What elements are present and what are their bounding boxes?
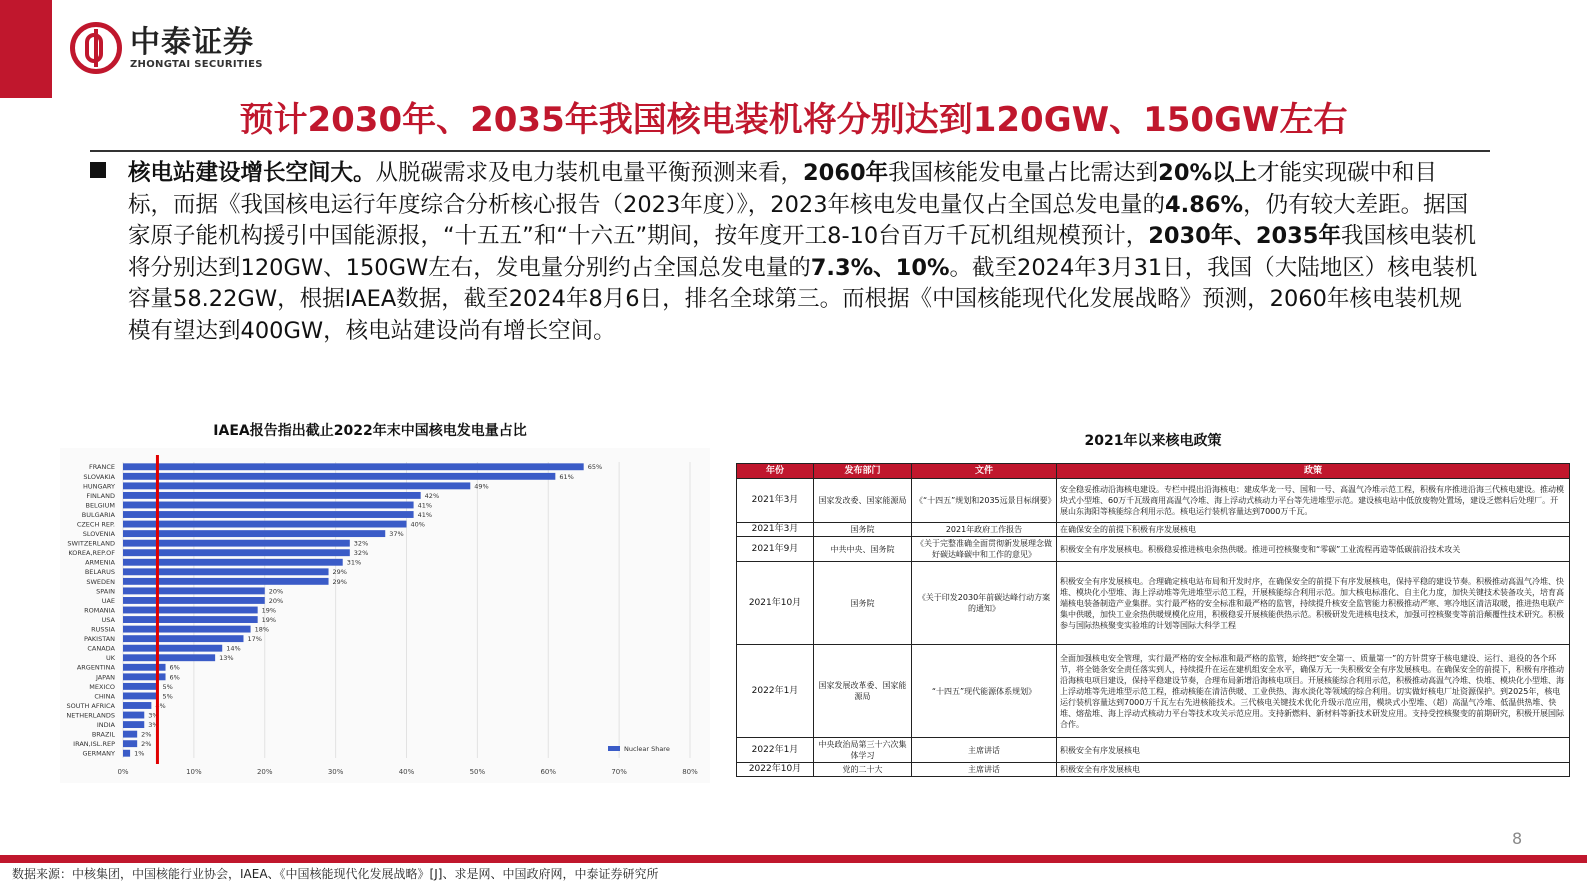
category-label: ROMANIA bbox=[84, 606, 115, 615]
bar bbox=[123, 731, 137, 738]
cell-policy: 积极安全有序发展核电 bbox=[1057, 763, 1570, 777]
category-label: NETHERLANDS bbox=[66, 711, 115, 720]
value-label: 32% bbox=[353, 549, 369, 558]
body-text-run: 我国核电装机将分别达到120GW、150GW左右，发电量分别约占全国总发电量的 bbox=[128, 223, 1476, 281]
category-label: BULGARIA bbox=[81, 510, 115, 519]
legend-swatch bbox=[608, 746, 620, 751]
value-label: 2% bbox=[141, 730, 152, 739]
x-tick-label: 0% bbox=[117, 768, 129, 776]
body-emphasis: 2030年、2035年 bbox=[1148, 223, 1341, 249]
category-label: CANADA bbox=[87, 644, 115, 653]
value-label: 3% bbox=[148, 721, 159, 730]
value-label: 41% bbox=[417, 501, 433, 510]
category-label: FRANCE bbox=[89, 463, 115, 472]
value-label: 40% bbox=[410, 520, 425, 529]
x-tick-label: 80% bbox=[682, 768, 698, 776]
bar bbox=[123, 673, 166, 680]
cell-policy: 在确保安全的前提下积极有序发展核电 bbox=[1057, 523, 1570, 537]
category-label: BELGIUM bbox=[85, 501, 115, 510]
category-label: SOUTH AFRICA bbox=[66, 701, 115, 710]
value-label: 29% bbox=[332, 577, 347, 586]
header-accent-bar bbox=[0, 0, 52, 98]
logo-english-name: ZHONGTAI SECURITIES bbox=[130, 58, 263, 70]
category-label: SWEDEN bbox=[86, 577, 115, 586]
bar bbox=[123, 587, 265, 594]
cell-policy: 安全稳妥推动沿海核电建设。专栏中提出沿海核电：建成华龙一号、国和一号、高温气冷堆示范工程，积极有序推进沿海三代核电建设。推动模块式小型堆、60万千瓦级商用高温气冷堆、海上浮动式核动力平台等先进堆型示范。建设核电站中低放废物处置场，建设乏燃料后处理厂。开展山东海阳等核能综合利用示范。核电运行装机容量达到7000万千瓦。 bbox=[1057, 479, 1570, 523]
category-label: UK bbox=[105, 654, 115, 663]
cell-dept: 中央政治局第三十六次集体学习 bbox=[814, 738, 912, 763]
table-row bbox=[737, 523, 1570, 537]
policy-table bbox=[736, 463, 1570, 777]
category-label: FINLAND bbox=[86, 491, 115, 500]
category-label: BRAZIL bbox=[91, 730, 115, 739]
bar bbox=[123, 521, 407, 528]
x-tick-label: 10% bbox=[186, 768, 202, 776]
bar bbox=[123, 750, 130, 757]
cell-policy: 积极安全有序发展核电。合理确定核电站布局和开发时序，在确保安全的前提下有序发展核电，保持平稳的建设节奏。积极推动高温气冷堆、快堆、模块化小型堆、海上浮动堆等先进堆型示范工程，开展核能综合利用示范。加大核电标准化、自主化力度，加快关键技术装备攻关，培育高端核电装备制造产业集群。实行最严格的安全标准和最严格的监管，持续提升核安全监管能力积极推动严寒、寒冷地区清洁取暖，推进热电联产集中供暖，加快工业余热供暖规模化应用，积极稳妥开展核能供热示范。积极研发先进核电技术，加强可控核聚变等前沿颠覆性技术研究。积极参与国际热核聚变实验堆的计划等国际大科学工程 bbox=[1057, 562, 1570, 645]
cell-year: 2021年3月 bbox=[737, 479, 814, 523]
cell-policy: 全面加强核电安全管理，实行最严格的安全标准和最严格的监管，始终把“安全第一、质量第一”的方针贯穿于核电建设、运行、退役的各个环节，将全链条安全责任落实到人，持续提升在运在建机组安全水平，确保万无一失积极安全有序发展核电。在确保安全的前提下，积极有序推动沿海核电项目建设，保持平稳建设节奏，合理布局新增沿海核电项目。开展核能综合利用示范，积极推动高温气冷堆、快堆、模块化小型堆、海上浮动堆等先进堆型示范工程，推动核能在清洁供暖、工业供热、海水淡化等领域的综合利用。切实做好核电厂址资源保护。到2025年，核电运行装机容量达到7000万千瓦左右先进核能技术。三代核电关键技术优化升级示范应用，模块式小型堆、（超）高温气冷堆、低温供热堆、快堆、熔盐堆、海上浮动式核动力平台等技术攻关示范应用。支持新燃料、新材料等新技术研发应用。支持受控核聚变的前期研究，积极开展国际合作。 bbox=[1057, 645, 1570, 738]
legend-label: Nuclear Share bbox=[624, 745, 670, 753]
footer-bar bbox=[0, 855, 1587, 863]
cell-year: 2021年3月 bbox=[737, 523, 814, 537]
body-text-run: 才能实现碳中和目标，而据《我国核电运行年度综合分析核心报告（2023年度）》，2023年核电发电量仅占全国总发电量的 bbox=[128, 160, 1438, 218]
cell-dept: 国务院 bbox=[814, 523, 912, 537]
bar bbox=[123, 654, 215, 661]
cell-dept: 中共中央、国务院 bbox=[814, 537, 912, 562]
cell-doc: 主席讲话 bbox=[912, 738, 1057, 763]
value-label: 17% bbox=[247, 635, 262, 644]
header-dept: 发布部门 bbox=[814, 464, 912, 479]
bar bbox=[123, 712, 144, 719]
table-row bbox=[737, 763, 1570, 777]
value-label: 19% bbox=[261, 606, 277, 615]
cell-year: 2021年9月 bbox=[737, 537, 814, 562]
bar bbox=[123, 740, 137, 747]
category-label: IRAN,ISL.REP bbox=[73, 740, 115, 749]
bar bbox=[123, 578, 329, 585]
bar bbox=[123, 511, 414, 518]
cell-doc: 主席讲话 bbox=[912, 763, 1057, 777]
nuclear-share-bar-chart bbox=[60, 448, 710, 783]
value-label: 41% bbox=[417, 510, 433, 519]
category-label: JAPAN bbox=[95, 673, 115, 682]
cell-year: 2021年10月 bbox=[737, 562, 814, 645]
category-label: RUSSIA bbox=[91, 625, 115, 634]
value-label: 37% bbox=[389, 530, 404, 539]
category-label: SLOVAKIA bbox=[83, 472, 115, 481]
category-label: PAKISTAN bbox=[83, 635, 115, 644]
value-label: 6% bbox=[169, 663, 180, 672]
bar bbox=[123, 492, 421, 499]
bar bbox=[123, 473, 555, 480]
cell-year: 2022年1月 bbox=[737, 645, 814, 738]
x-tick-label: 50% bbox=[469, 768, 486, 776]
value-label: 14% bbox=[226, 644, 241, 653]
value-label: 29% bbox=[332, 568, 347, 577]
logo-mark-icon bbox=[70, 22, 122, 74]
table-row bbox=[737, 738, 1570, 763]
cell-doc: 《关于印发2030年前碳达峰行动方案的通知》 bbox=[912, 562, 1057, 645]
x-tick-label: 70% bbox=[611, 768, 627, 776]
value-label: 31% bbox=[346, 558, 362, 567]
value-label: 5% bbox=[162, 682, 173, 691]
value-label: 20% bbox=[268, 587, 284, 596]
body-text-run: ，仍有较大差距。据国家原子能机构援引中国能源报，“十五五”和“十六五”期间，按年度开工8-10台百万千瓦机组规模预计， bbox=[128, 191, 1469, 249]
x-tick-label: 40% bbox=[398, 768, 415, 776]
cell-doc: “十四五”现代能源体系规划》 bbox=[912, 645, 1057, 738]
x-tick-label: 30% bbox=[327, 768, 344, 776]
x-tick-label: 20% bbox=[256, 768, 273, 776]
bar bbox=[123, 664, 166, 671]
table-row bbox=[737, 562, 1570, 645]
value-label: 4% bbox=[155, 701, 166, 710]
body-text-run: 从脱碳需求及电力装机电量平衡预测来看， bbox=[375, 160, 804, 186]
company-logo bbox=[70, 22, 263, 74]
category-label: INDIA bbox=[96, 721, 115, 730]
category-label: CHINA bbox=[94, 692, 115, 701]
page-title: 预计2030年、2035年我国核电装机将分别达到120GW、150GW左右 bbox=[239, 100, 1348, 140]
value-label: 3% bbox=[148, 711, 159, 720]
value-label: 20% bbox=[268, 596, 284, 605]
bar bbox=[123, 616, 258, 623]
bar bbox=[123, 645, 222, 652]
body-emphasis: 7.3%、10% bbox=[810, 254, 950, 281]
table-header-row bbox=[737, 464, 1570, 479]
table-title: 2021年以来核电政策 bbox=[1084, 433, 1222, 449]
page-number: 8 bbox=[1512, 829, 1523, 848]
category-label: ARMENIA bbox=[85, 558, 115, 567]
value-label: 18% bbox=[254, 625, 270, 634]
bar bbox=[123, 721, 144, 728]
category-label: BELARUS bbox=[84, 568, 115, 577]
body-emphasis: 2060年 bbox=[803, 160, 889, 186]
table-row bbox=[737, 479, 1570, 523]
cell-dept: 国务院 bbox=[814, 562, 912, 645]
cell-dept: 国家发改委、国家能源局 bbox=[814, 479, 912, 523]
bar bbox=[123, 607, 258, 614]
category-label: SWITZERLAND bbox=[67, 539, 115, 548]
bar bbox=[123, 626, 251, 633]
body-paragraph bbox=[90, 158, 1480, 347]
bar bbox=[123, 482, 470, 489]
category-label: GERMANY bbox=[82, 749, 115, 758]
value-label: 5% bbox=[162, 692, 173, 701]
bar bbox=[123, 702, 151, 709]
x-tick-label: 60% bbox=[540, 768, 557, 776]
table-row bbox=[737, 645, 1570, 738]
header-policy: 政策 bbox=[1057, 464, 1570, 479]
body-emphasis: 20%以上 bbox=[1158, 160, 1258, 186]
body-text-run: 。截至2024年3月31日，我国（大陆地区）核电装机容量58.22GW，根据IAEA数据，截至2024年8月6日，排名全球第三。而根据《中国核能现代化发展战略》预测，2060年核电装机规模有望达到400GW，核电站建设尚有增长空间。 bbox=[128, 254, 1478, 344]
category-label: USA bbox=[101, 615, 115, 624]
category-label: SPAIN bbox=[96, 587, 115, 596]
title-divider bbox=[90, 150, 1490, 152]
value-label: 1% bbox=[134, 749, 145, 758]
table-row bbox=[737, 537, 1570, 562]
value-label: 2% bbox=[141, 740, 152, 749]
bar bbox=[123, 463, 584, 470]
bar bbox=[123, 597, 265, 604]
category-label: SLOVENIA bbox=[82, 530, 115, 539]
data-source-note: 数据来源：中核集团，中国核能行业协会，IAEA、《中国核能现代化发展战略》[J]、求是网、中国政府网，中泰证券研究所 bbox=[12, 867, 659, 881]
cell-year: 2022年1月 bbox=[737, 738, 814, 763]
value-label: 13% bbox=[219, 654, 234, 663]
header-year: 年份 bbox=[737, 464, 814, 479]
cell-policy: 积极安全有序发展核电 bbox=[1057, 738, 1570, 763]
category-label: ARGENTINA bbox=[76, 663, 115, 672]
value-label: 32% bbox=[353, 539, 369, 548]
header-doc: 文件 bbox=[912, 464, 1057, 479]
logo-chinese-name: 中泰证券 bbox=[130, 24, 254, 60]
cell-doc: 2021年政府工作报告 bbox=[912, 523, 1057, 537]
value-label: 65% bbox=[587, 463, 603, 472]
body-emphasis: 4.86% bbox=[1165, 191, 1244, 218]
bar bbox=[123, 530, 385, 537]
cell-year: 2022年10月 bbox=[737, 763, 814, 777]
bar bbox=[123, 692, 158, 699]
cell-doc: 《“十四五”规划和2035远景目标纲要》 bbox=[912, 479, 1057, 523]
cell-dept: 党的二十大 bbox=[814, 763, 912, 777]
cell-policy: 积极安全有序发展核电。积极稳妥推进核电余热供暖。推进可控核聚变和“零碳”工业流程再造等低碳前沿技术攻关 bbox=[1057, 537, 1570, 562]
category-label: CZECH REP. bbox=[76, 520, 115, 529]
bar bbox=[123, 502, 414, 509]
category-label: KOREA,REP.OF bbox=[68, 549, 115, 558]
bar bbox=[123, 683, 158, 690]
bar bbox=[123, 635, 243, 642]
cell-dept: 国家发展改革委、国家能源局 bbox=[814, 645, 912, 738]
bar bbox=[123, 568, 329, 575]
value-label: 42% bbox=[424, 491, 440, 500]
bullet-square-icon bbox=[90, 162, 106, 178]
category-label: MEXICO bbox=[89, 682, 115, 691]
value-label: 49% bbox=[474, 482, 489, 491]
chart-title: IAEA报告指出截止2022年末中国核电发电量占比 bbox=[213, 423, 527, 439]
value-label: 19% bbox=[261, 615, 277, 624]
category-label: HUNGARY bbox=[82, 482, 115, 491]
value-label: 6% bbox=[169, 673, 180, 682]
body-text-run: 我国核能发电量占比需达到 bbox=[888, 160, 1159, 186]
body-emphasis: 核电站建设增长空间大。 bbox=[128, 160, 376, 186]
cell-doc: 《关于完整准确全面贯彻新发展理念做好碳达峰碳中和工作的意见》 bbox=[912, 537, 1057, 562]
category-label: UAE bbox=[101, 596, 115, 605]
value-label: 61% bbox=[559, 472, 574, 481]
